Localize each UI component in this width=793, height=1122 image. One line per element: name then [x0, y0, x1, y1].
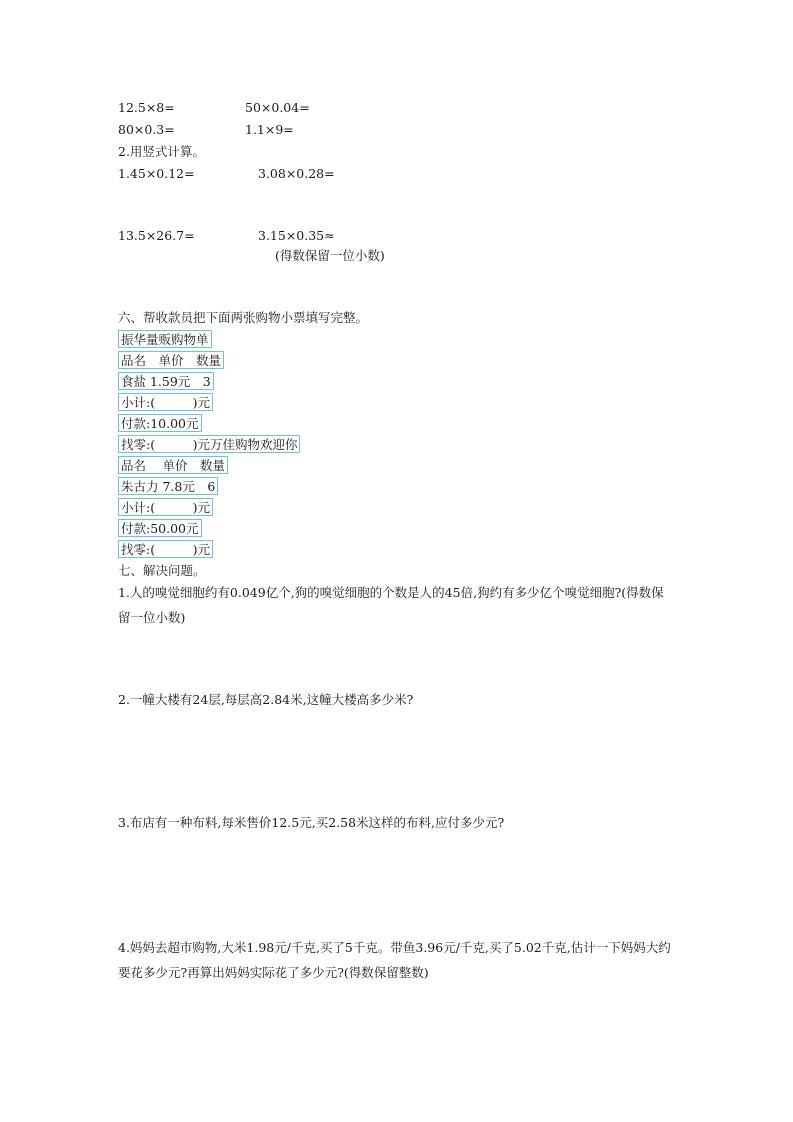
- vertical-calc-3: 13.5×26.7=: [118, 228, 195, 243]
- ticket-line: 振华量贩购物单: [118, 330, 212, 348]
- ticket-line: 食盐 1.59元 3: [118, 372, 214, 390]
- ticket-line: 小计:( )元: [118, 498, 213, 516]
- problem-4: 4.妈妈去超市购物,大米1.98元/千克,买了5千克。带鱼3.96元/千克,买了5.02千克,估计一下妈妈大约要花多少元?再算出妈妈实际花了多少元?(得数保留整数): [118, 940, 671, 980]
- vertical-note: (得数保留一位小数): [275, 248, 385, 263]
- q2-title: 2.用竖式计算。: [118, 144, 205, 159]
- ticket-line: 品名 单价 数量: [118, 351, 224, 369]
- section7-title: 七、解决问题。: [118, 563, 206, 578]
- calc-1: 12.5×8=: [118, 100, 175, 115]
- ticket-line: 朱古力 7.8元 6: [118, 477, 218, 495]
- vertical-calc-1: 1.45×0.12=: [118, 166, 195, 181]
- ticket-line: 品名 单价 数量: [118, 456, 228, 474]
- problem-1: 1.人的嗅觉细胞约有0.049亿个,狗的嗅觉细胞的个数是人的45倍,狗约有多少亿个嗅觉细胞?(得数保留一位小数): [118, 585, 664, 625]
- problem-2: 2.一幢大楼有24层,每层高2.84米,这幢大楼高多少米?: [118, 692, 414, 707]
- ticket-line: 找零:( )元万佳购物欢迎你: [118, 435, 300, 453]
- problem-3: 3.布店有一种布料,每米售价12.5元,买2.58米这样的布料,应付多少元?: [118, 815, 505, 830]
- ticket-line: 小计:( )元: [118, 393, 213, 411]
- vertical-calc-2: 3.08×0.28=: [258, 166, 335, 181]
- ticket-line: 找零:( )元: [118, 540, 213, 558]
- vertical-calc-4: 3.15×0.35≈: [258, 228, 335, 243]
- section6-title: 六、帮收款员把下面两张购物小票填写完整。: [118, 310, 369, 325]
- calc-2: 50×0.04=: [245, 100, 310, 115]
- ticket-line: 付款:50.00元: [118, 519, 202, 537]
- ticket-line: 付款:10.00元: [118, 414, 202, 432]
- calc-4: 1.1×9=: [245, 122, 294, 137]
- calc-3: 80×0.3=: [118, 122, 175, 137]
